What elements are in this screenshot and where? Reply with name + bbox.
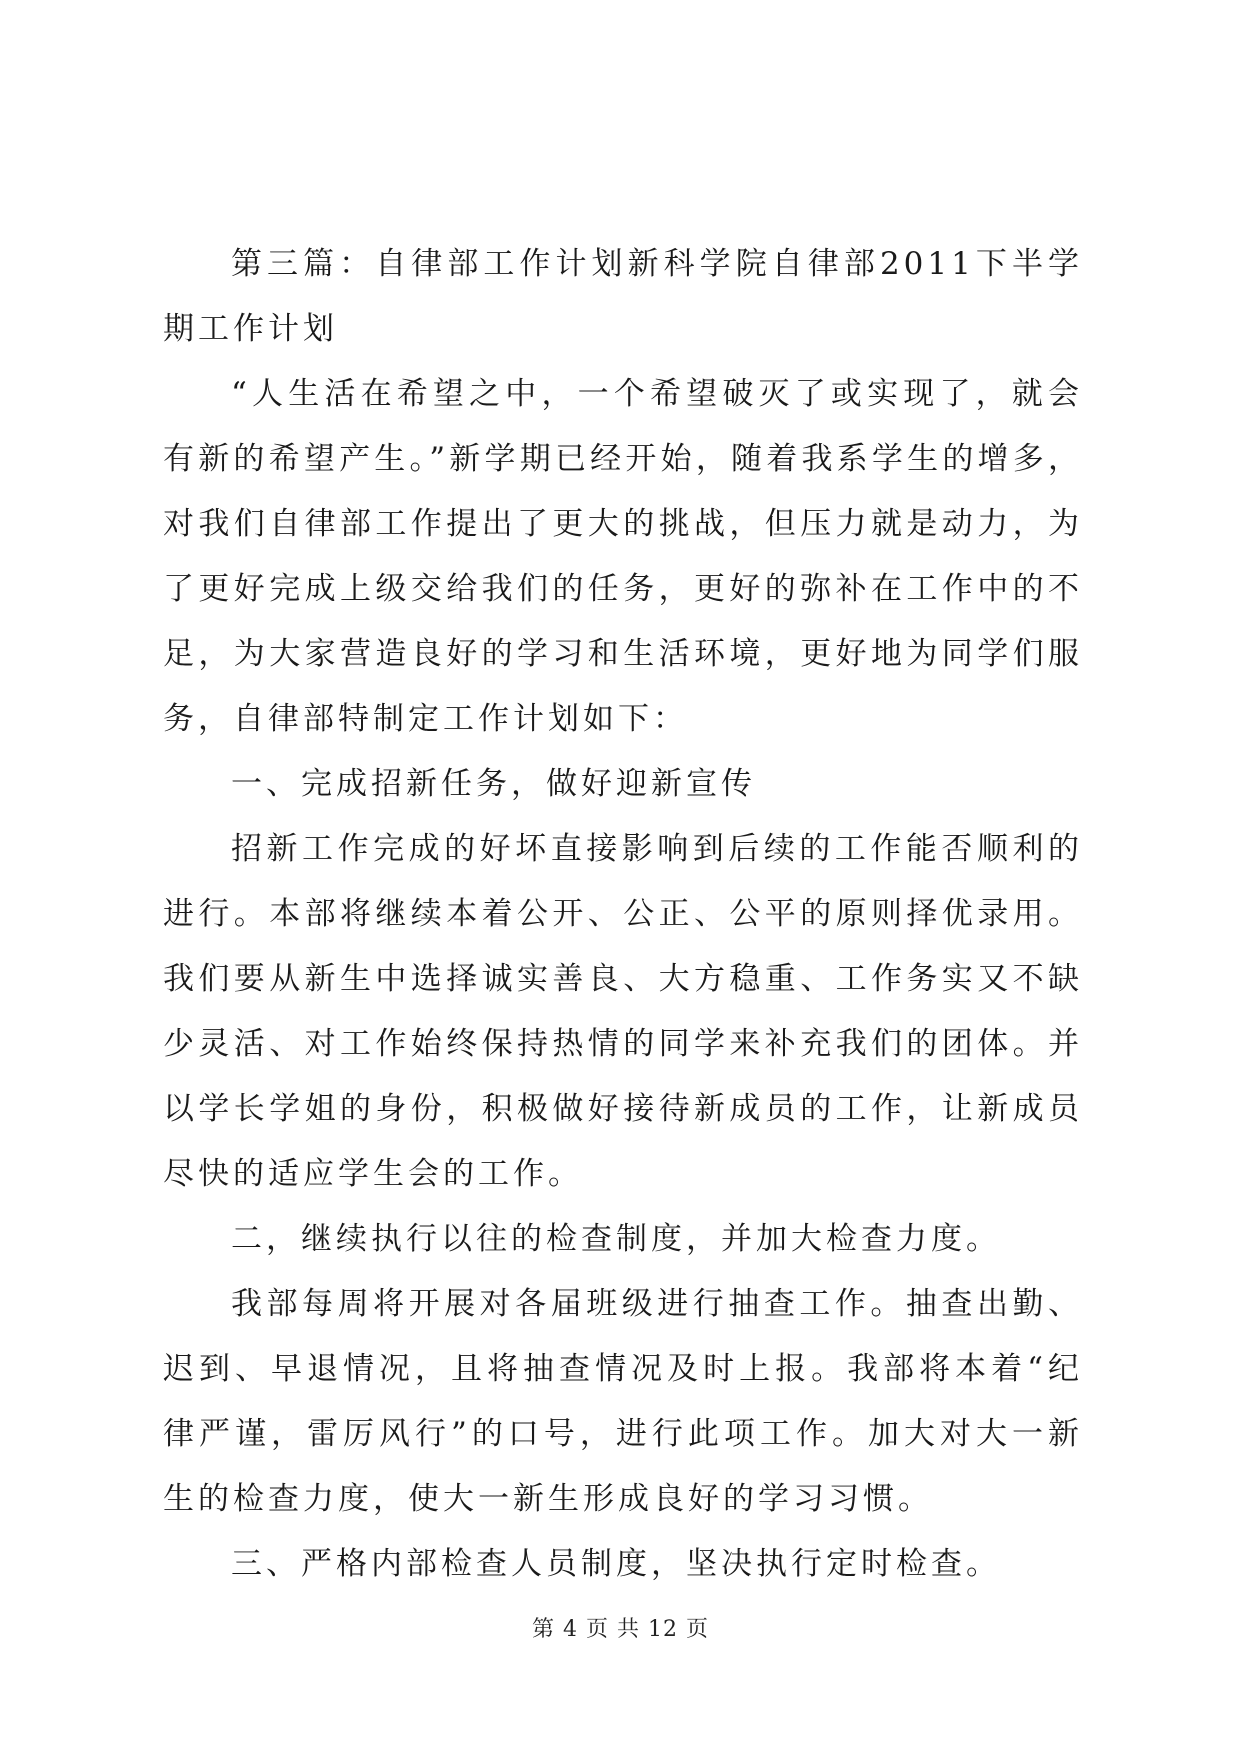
- page-number-footer: 第 4 页 共 12 页: [532, 1617, 709, 1642]
- document-title: 第三篇：自律部工作计划新科学院自律部2011下半学期工作计划: [163, 246, 1083, 347]
- section-heading-3: 三、严格内部检查人员制度，坚决执行定时检查。: [231, 1546, 1001, 1582]
- document-body: [163, 232, 1083, 1597]
- paragraph-inspection: 我部每周将开展对各届班级进行抽查工作。抽查出勤、迟到、早退情况，且将抽查情况及时上报。我部将本着“纪律严谨，雷厉风行”的口号，进行此项工作。加大对大一新生的检查力度，使大一新生形成良好的学习习惯。: [163, 1286, 1083, 1517]
- paragraph-recruitment: 招新工作完成的好坏直接影响到后续的工作能否顺利的进行。本部将继续本着公开、公正、公平的原则择优录用。我们要从新生中选择诚实善良、大方稳重、工作务实又不缺少灵活、对工作始终保持热情的同学来补充我们的团体。并以学长学姐的身份，积极做好接待新成员的工作，让新成员尽快的适应学生会的工作。: [163, 831, 1083, 1192]
- section-heading-2: 二，继续执行以往的检查制度，并加大检查力度。: [231, 1221, 1001, 1257]
- paragraph-intro: “人生活在希望之中，一个希望破灭了或实现了，就会有新的希望产生。”新学期已经开始，随着我系学生的增多，对我们自律部工作提出了更大的挑战，但压力就是动力，为了更好完成上级交给我们的任务，更好的弥补在工作中的不足，为大家营造良好的学习和生活环境，更好地为同学们服务，自律部特制定工作计划如下：: [163, 376, 1083, 737]
- section-heading-1: 一、完成招新任务，做好迎新宣传: [231, 766, 756, 802]
